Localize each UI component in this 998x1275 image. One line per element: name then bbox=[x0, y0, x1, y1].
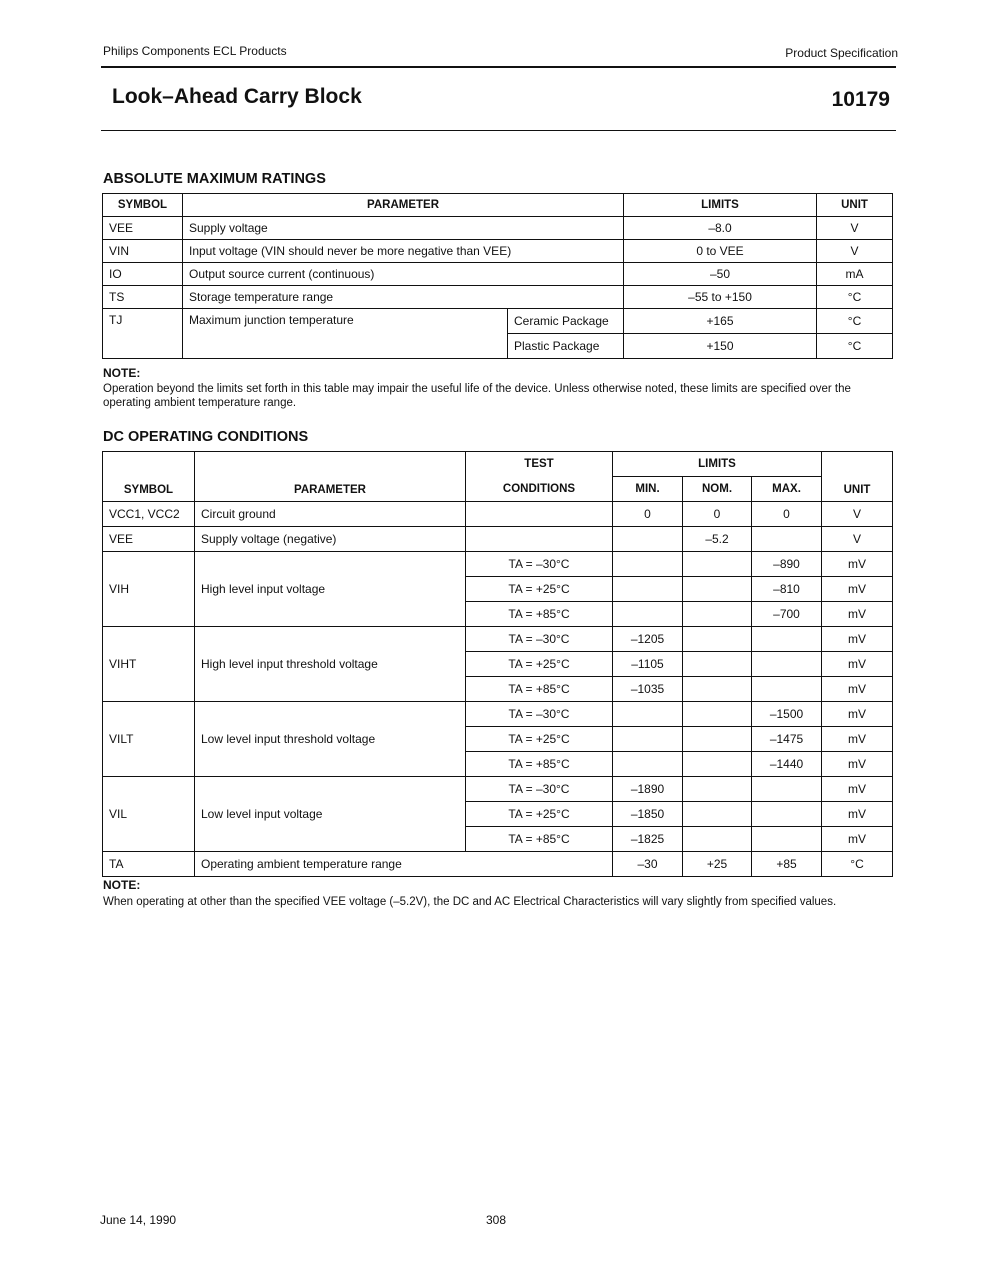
page-number: 308 bbox=[486, 1213, 507, 1227]
package-cell: Plastic Package bbox=[508, 334, 624, 359]
symbol-cell: VCC1, VCC2 bbox=[103, 502, 195, 527]
condition-cell bbox=[466, 527, 613, 552]
amr-note-label: NOTE: bbox=[103, 366, 141, 380]
page-title: Look–Ahead Carry Block bbox=[112, 85, 362, 108]
symbol-cell: VEE bbox=[103, 217, 183, 240]
condition-cell: TA = +25°C bbox=[466, 727, 613, 752]
condition-cell: TA = –30°C bbox=[466, 777, 613, 802]
parameter-cell: Output source current (continuous) bbox=[183, 263, 624, 286]
symbol-cell: VIN bbox=[103, 240, 183, 263]
table-row bbox=[103, 309, 893, 334]
max-cell bbox=[752, 802, 822, 827]
unit-cell: mV bbox=[822, 777, 893, 802]
max-cell: –890 bbox=[752, 552, 822, 577]
nom-cell bbox=[683, 752, 752, 777]
parameter-cell: Input voltage (VIN should never be more negative than VEE) bbox=[183, 240, 624, 263]
nom-cell bbox=[683, 827, 752, 852]
col-max: MAX. bbox=[752, 477, 822, 502]
max-cell: –1440 bbox=[752, 752, 822, 777]
limits-cell: 0 to VEE bbox=[624, 240, 817, 263]
nom-cell: +25 bbox=[683, 852, 752, 877]
condition-cell: TA = +85°C bbox=[466, 677, 613, 702]
symbol-cell: VILT bbox=[103, 702, 195, 777]
table-row bbox=[103, 217, 893, 240]
unit-cell: mV bbox=[822, 727, 893, 752]
min-cell: –1105 bbox=[613, 652, 683, 677]
nom-cell bbox=[683, 727, 752, 752]
parameter-cell: Operating ambient temperature range bbox=[195, 852, 613, 877]
max-cell: 0 bbox=[752, 502, 822, 527]
unit-cell: V bbox=[817, 217, 893, 240]
table-row bbox=[103, 702, 893, 727]
nom-cell bbox=[683, 552, 752, 577]
col-nom: NOM. bbox=[683, 477, 752, 502]
nom-cell bbox=[683, 652, 752, 677]
unit-cell: °C bbox=[817, 309, 893, 334]
table-row bbox=[103, 502, 893, 527]
col-parameter: PARAMETER bbox=[195, 452, 466, 502]
unit-cell: mV bbox=[822, 552, 893, 577]
min-cell: –1825 bbox=[613, 827, 683, 852]
min-cell: –1850 bbox=[613, 802, 683, 827]
min-cell: –1035 bbox=[613, 677, 683, 702]
symbol-cell: VIHT bbox=[103, 627, 195, 702]
max-cell bbox=[752, 827, 822, 852]
col-symbol: SYMBOL bbox=[103, 452, 195, 502]
nom-cell: 0 bbox=[683, 502, 752, 527]
condition-cell: TA = +85°C bbox=[466, 752, 613, 777]
col-min: MIN. bbox=[613, 477, 683, 502]
unit-cell: V bbox=[822, 502, 893, 527]
unit-cell: mV bbox=[822, 577, 893, 602]
unit-cell: V bbox=[822, 527, 893, 552]
header-doc-type: Product Specification bbox=[785, 46, 898, 60]
condition-cell: TA = –30°C bbox=[466, 627, 613, 652]
unit-cell: mV bbox=[822, 802, 893, 827]
unit-cell: mV bbox=[822, 652, 893, 677]
unit-cell: mV bbox=[822, 677, 893, 702]
parameter-cell: Circuit ground bbox=[195, 502, 466, 527]
col-test: TEST bbox=[466, 452, 613, 477]
max-cell: –1500 bbox=[752, 702, 822, 727]
amr-heading: ABSOLUTE MAXIMUM RATINGS bbox=[103, 171, 326, 187]
header-rule bbox=[101, 66, 896, 68]
table-row bbox=[103, 263, 893, 286]
limits-cell: +150 bbox=[624, 334, 817, 359]
dc-header-row bbox=[103, 452, 893, 477]
min-cell bbox=[613, 602, 683, 627]
dc-note-label: NOTE: bbox=[103, 878, 141, 892]
condition-cell: TA = +85°C bbox=[466, 827, 613, 852]
unit-cell: mV bbox=[822, 602, 893, 627]
symbol-cell: VEE bbox=[103, 527, 195, 552]
dc-table bbox=[102, 451, 893, 877]
symbol-cell: IO bbox=[103, 263, 183, 286]
parameter-cell: Maximum junction temperature bbox=[183, 309, 508, 359]
parameter-cell: High level input threshold voltage bbox=[195, 627, 466, 702]
max-cell: –810 bbox=[752, 577, 822, 602]
parameter-cell: Low level input voltage bbox=[195, 777, 466, 852]
table-row bbox=[103, 527, 893, 552]
parameter-cell: Low level input threshold voltage bbox=[195, 702, 466, 777]
header-company: Philips Components ECL Products bbox=[103, 44, 287, 58]
col-symbol: SYMBOL bbox=[103, 194, 183, 217]
unit-cell: °C bbox=[822, 852, 893, 877]
dc-heading: DC OPERATING CONDITIONS bbox=[103, 429, 309, 445]
limits-cell: +165 bbox=[624, 309, 817, 334]
min-cell bbox=[613, 702, 683, 727]
min-cell: –1890 bbox=[613, 777, 683, 802]
condition-cell: TA = +85°C bbox=[466, 602, 613, 627]
min-cell: –30 bbox=[613, 852, 683, 877]
nom-cell bbox=[683, 702, 752, 727]
parameter-cell: Storage temperature range bbox=[183, 286, 624, 309]
symbol-cell: VIL bbox=[103, 777, 195, 852]
nom-cell: –5.2 bbox=[683, 527, 752, 552]
max-cell bbox=[752, 777, 822, 802]
min-cell: –1205 bbox=[613, 627, 683, 652]
col-unit: UNIT bbox=[817, 194, 893, 217]
part-number: 10179 bbox=[831, 88, 890, 111]
nom-cell bbox=[683, 777, 752, 802]
unit-cell: mV bbox=[822, 752, 893, 777]
unit-cell: V bbox=[817, 240, 893, 263]
parameter-cell: Supply voltage bbox=[183, 217, 624, 240]
min-cell bbox=[613, 552, 683, 577]
unit-cell: °C bbox=[817, 286, 893, 309]
nom-cell bbox=[683, 677, 752, 702]
table-row bbox=[103, 552, 893, 577]
amr-note-text: Operation beyond the limits set forth in this table may impair the useful life of the device. Unless otherwise noted, these limits are specified over the operating ambient temperature range. bbox=[103, 383, 851, 409]
amr-table bbox=[102, 193, 893, 359]
package-cell: Ceramic Package bbox=[508, 309, 624, 334]
max-cell bbox=[752, 627, 822, 652]
limits-cell: –50 bbox=[624, 263, 817, 286]
table-row bbox=[103, 286, 893, 309]
nom-cell bbox=[683, 627, 752, 652]
symbol-cell: TS bbox=[103, 286, 183, 309]
col-conditions: CONDITIONS bbox=[466, 477, 613, 502]
table-row bbox=[103, 240, 893, 263]
col-parameter: PARAMETER bbox=[183, 194, 624, 217]
max-cell bbox=[752, 527, 822, 552]
limits-cell: –8.0 bbox=[624, 217, 817, 240]
max-cell bbox=[752, 677, 822, 702]
table-row bbox=[103, 777, 893, 802]
condition-cell: TA = –30°C bbox=[466, 702, 613, 727]
max-cell: +85 bbox=[752, 852, 822, 877]
condition-cell bbox=[466, 502, 613, 527]
col-limits: LIMITS bbox=[613, 452, 822, 477]
symbol-cell: TJ bbox=[103, 309, 183, 359]
title-rule bbox=[101, 130, 896, 131]
condition-cell: TA = +25°C bbox=[466, 802, 613, 827]
table-row bbox=[103, 627, 893, 652]
condition-cell: TA = +25°C bbox=[466, 652, 613, 677]
unit-cell: mV bbox=[822, 702, 893, 727]
max-cell: –1475 bbox=[752, 727, 822, 752]
col-limits: LIMITS bbox=[624, 194, 817, 217]
min-cell bbox=[613, 527, 683, 552]
min-cell: 0 bbox=[613, 502, 683, 527]
dc-body bbox=[103, 502, 893, 877]
max-cell bbox=[752, 652, 822, 677]
symbol-cell: TA bbox=[103, 852, 195, 877]
condition-cell: TA = +25°C bbox=[466, 577, 613, 602]
col-unit: UNIT bbox=[822, 452, 893, 502]
unit-cell: mA bbox=[817, 263, 893, 286]
table-row bbox=[103, 852, 893, 877]
min-cell bbox=[613, 727, 683, 752]
parameter-cell: High level input voltage bbox=[195, 552, 466, 627]
nom-cell bbox=[683, 602, 752, 627]
unit-cell: mV bbox=[822, 827, 893, 852]
footer-date: June 14, 1990 bbox=[100, 1213, 177, 1227]
max-cell: –700 bbox=[752, 602, 822, 627]
symbol-cell: VIH bbox=[103, 552, 195, 627]
min-cell bbox=[613, 752, 683, 777]
nom-cell bbox=[683, 802, 752, 827]
amr-header-row bbox=[103, 194, 893, 217]
limits-cell: –55 to +150 bbox=[624, 286, 817, 309]
nom-cell bbox=[683, 577, 752, 602]
unit-cell: °C bbox=[817, 334, 893, 359]
dc-note-text: When operating at other than the specified VEE voltage (–5.2V), the DC and AC Electrical Characteristics will vary slightly from specified values. bbox=[103, 896, 837, 908]
min-cell bbox=[613, 577, 683, 602]
unit-cell: mV bbox=[822, 627, 893, 652]
parameter-cell: Supply voltage (negative) bbox=[195, 527, 466, 552]
condition-cell: TA = –30°C bbox=[466, 552, 613, 577]
